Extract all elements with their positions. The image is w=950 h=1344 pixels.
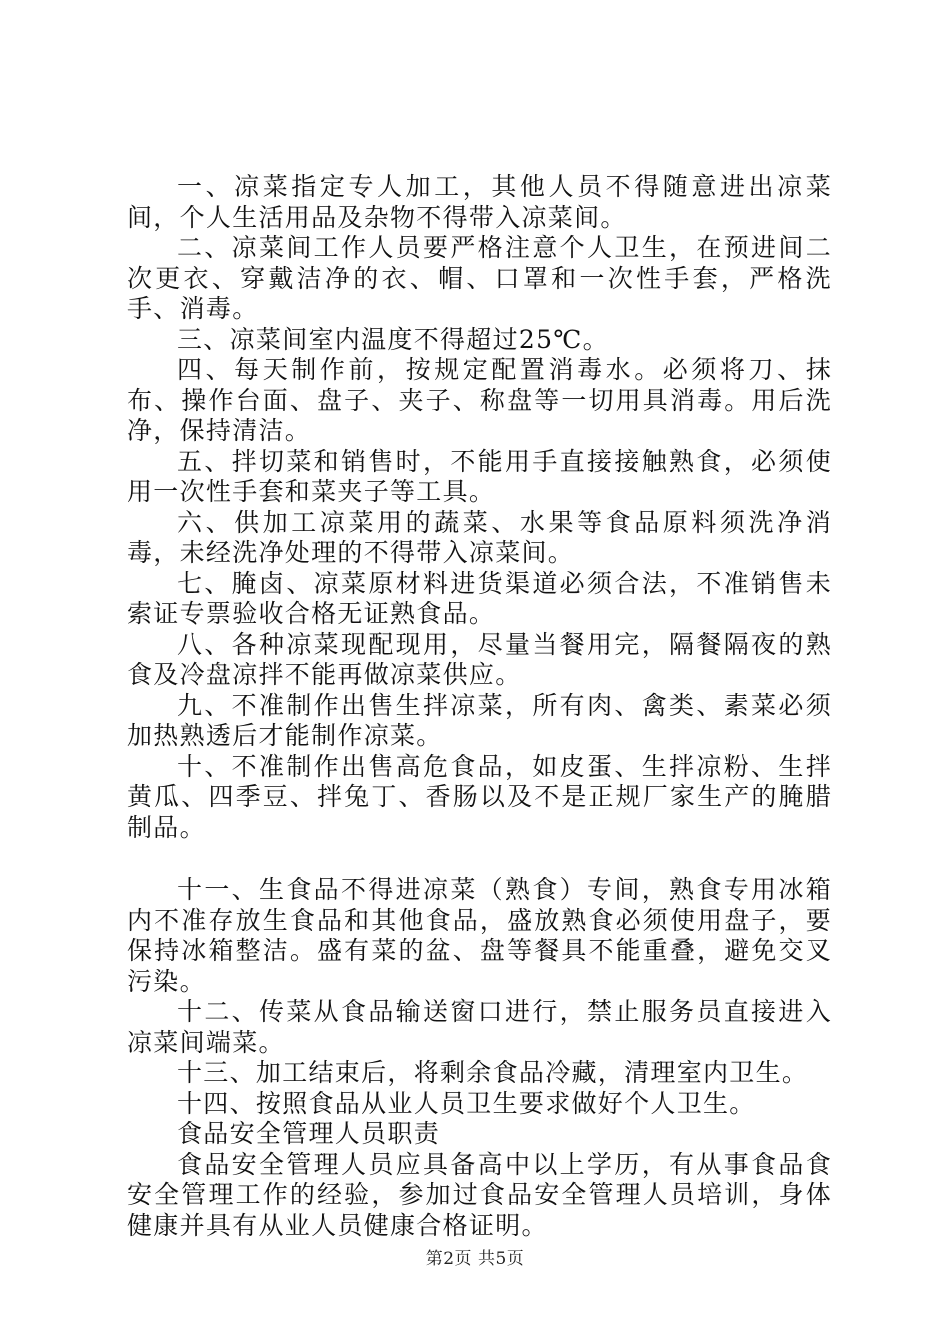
paragraph-10: 十、不准制作出售高危食品，如皮蛋、生拌凉粉、生拌黄瓜、四季豆、拌兔丁、香肠以及不是正规厂家生产的腌腊制品。 [127,751,832,842]
paragraph-2: 二、凉菜间工作人员要严格注意个人卫生，在预进间二次更衣、穿戴洁净的衣、帽、口罩和一次性手套，严格洗手、消毒。 [127,233,832,323]
paragraph-14: 十四、按照食品从业人员卫生要求做好个人卫生。 [177,1088,756,1118]
paragraph-9: 九、不准制作出售生拌凉菜，所有肉、禽类、素菜必须加热熟透后才能制作凉菜。 [127,690,832,750]
paragraph-13: 十三、加工结束后，将剩余食品冷藏，清理室内卫生。 [177,1058,809,1087]
paragraph-3: 三、凉菜间室内温度不得超过25℃。 [177,324,609,354]
page-number-footer: 第2页 共5页 [425,1249,525,1269]
paragraph-1: 一、凉菜指定专人加工，其他人员不得随意进出凉菜间，个人生活用品及杂物不得带入凉菜间。 [127,172,832,232]
section-heading: 食品安全管理人员职责 [177,1119,441,1148]
paragraph-11: 十一、生食品不得进凉菜（熟食）专间，熟食专用冰箱内不准存放生食品和其他食品，盛放熟食必须使用盘子，要保持冰箱整洁。盛有菜的盆、盘等餐具不能重叠，避免交叉污染。 [127,875,832,996]
paragraph-6: 六、供加工凉菜用的蔬菜、水果等食品原料须洗净消毒，未经洗净处理的不得带入凉菜间。 [127,507,832,567]
paragraph-5: 五、拌切菜和销售时，不能用手直接接触熟食，必须使用一次性手套和菜夹子等工具。 [127,446,832,506]
paragraph-8: 八、各种凉菜现配现用，尽量当餐用完，隔餐隔夜的熟食及冷盘凉拌不能再做凉菜供应。 [127,629,832,689]
paragraph-16: 食品安全管理人员应具备高中以上学历，有从事食品食安全管理工作的经验，参加过食品安全管理人员培训，身体健康并具有从业人员健康合格证明。 [127,1149,832,1240]
paragraph-4: 四、每天制作前，按规定配置消毒水。必须将刀、抹布、操作台面、盘子、夹子、称盘等一切用具消毒。用后洗净，保持清洁。 [127,355,832,445]
document-body [127,172,832,1241]
paragraph-7: 七、腌卤、凉菜原材料进货渠道必须合法，不准销售未索证专票验收合格无证熟食品。 [127,568,832,628]
paragraph-12: 十二、传菜从食品输送窗口进行，禁止服务员直接进入凉菜间端菜。 [127,997,832,1057]
